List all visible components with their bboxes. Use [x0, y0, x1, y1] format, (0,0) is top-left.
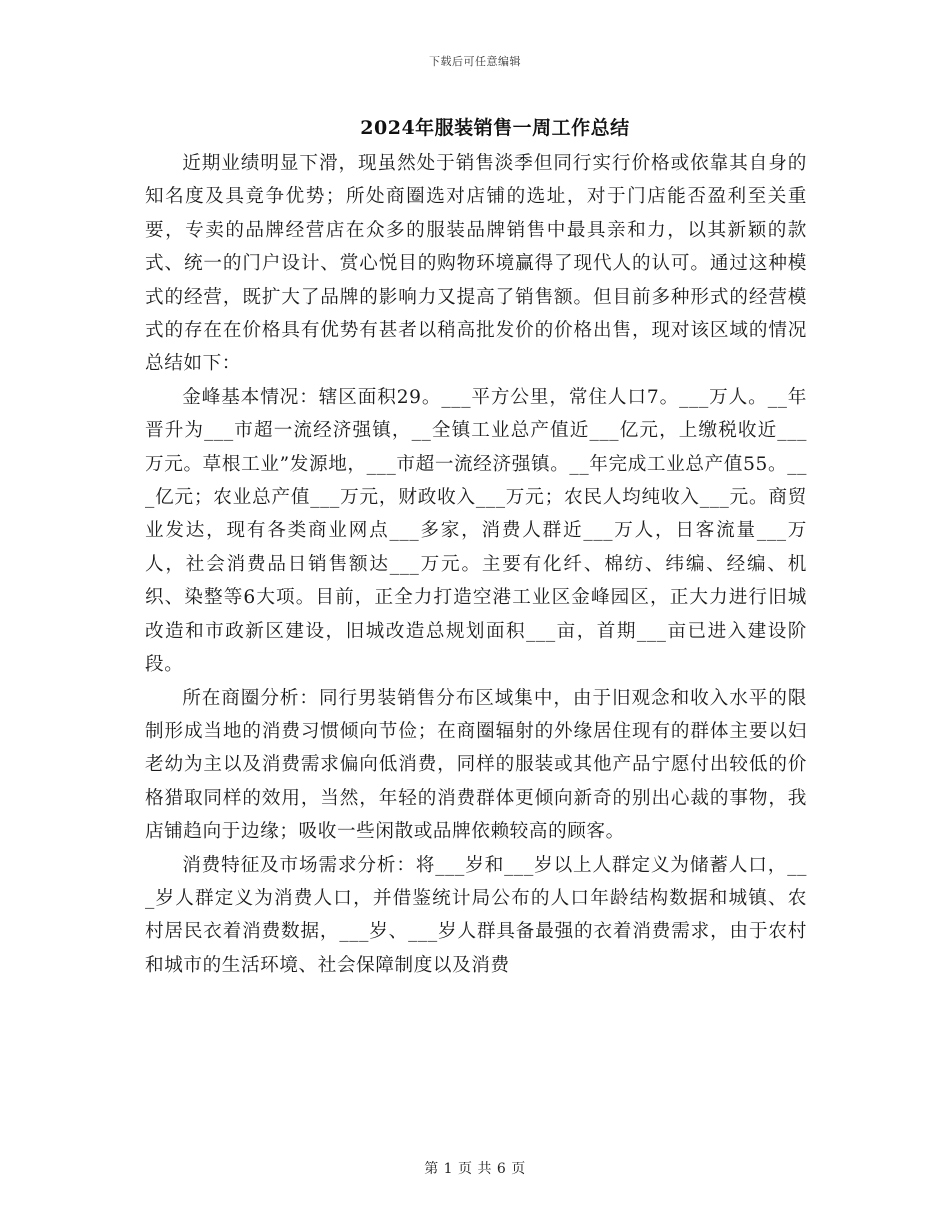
- paragraph-intro: 近期业绩明显下滑，现虽然处于销售淡季但同行实行价格或依靠其自身的知名度及具竟争优势；所处商圈选对店铺的选址，对于门店能否盈利至关重要，专卖的品牌经营店在众多的服装品牌销售中最具亲和力，以其新颖的款式、统一的门户设计、赏心悦目的购物环境赢得了现代人的认可。通过这种模式的经营，既扩大了品牌的影响力又提高了销售额。但目前多种形式的经营模式的存在在价格具有优势有甚者以稍高批发价的价格出售，现对该区域的情况总结如下：: [145, 153, 807, 375]
- paragraph-consumer-analysis: 消费特征及市场需求分析：将___岁和___岁以上人群定义为储蓄人口，___岁人群定义为消费人口，并借鉴统计局公布的人口年龄结构数据和城镇、农村居民衣着消费数据，___岁、___岁人群具备最强的衣着消费需求，由于农村和城市的生活环境、社会保障制度以及消费: [145, 854, 807, 976]
- page-number: 第 1 页 共 6 页: [424, 1161, 526, 1177]
- paragraph-basic-info: 金峰基本情况：辖区面积29。___平方公里，常住人口7。___万人。__年晋升为___市超一流经济强镇，__全镇工业总产值近___亿元，上缴税收近___万元。草根工业”发源地，___市超一流经济强镇。__年完成工业总产值55。___亿元；农业总产值___万元，财政收入___万元；农民人均纯收入___元。商贸业发达，现有各类商业网点___多家，消费人群近___万人，日客流量___万人，社会消费品日销售额达___万元。主要有化纤、棉纺、纬编、经编、机织、染整等6大项。目前，正全力打造空港工业区金峰园区，正大力进行旧城改造和市政新区建设，旧城改造总规划面积___亩，首期___亩已进入建设阶段。: [145, 386, 807, 676]
- paragraph-trade-area: 所在商圈分析：同行男装销售分布区域集中，由于旧观念和收入水平的限制形成当地的消费习惯倾向节俭；在商圈辐射的外缘居住现有的群体主要以妇老幼为主以及消费需求偏向低消费，同样的服装或其他产品宁愿付出较低的价格猎取同样的效用，当然，年轻的消费群体更倾向新奇的别出心裁的事物，我店铺趋向于边缘；吸收一些闲散或品牌依赖较高的顾客。: [145, 687, 807, 843]
- document-title: 2024年服装销售一周工作总结: [360, 117, 630, 139]
- header-note: 下载后可任意编辑: [429, 55, 521, 68]
- document-body: [145, 147, 807, 982]
